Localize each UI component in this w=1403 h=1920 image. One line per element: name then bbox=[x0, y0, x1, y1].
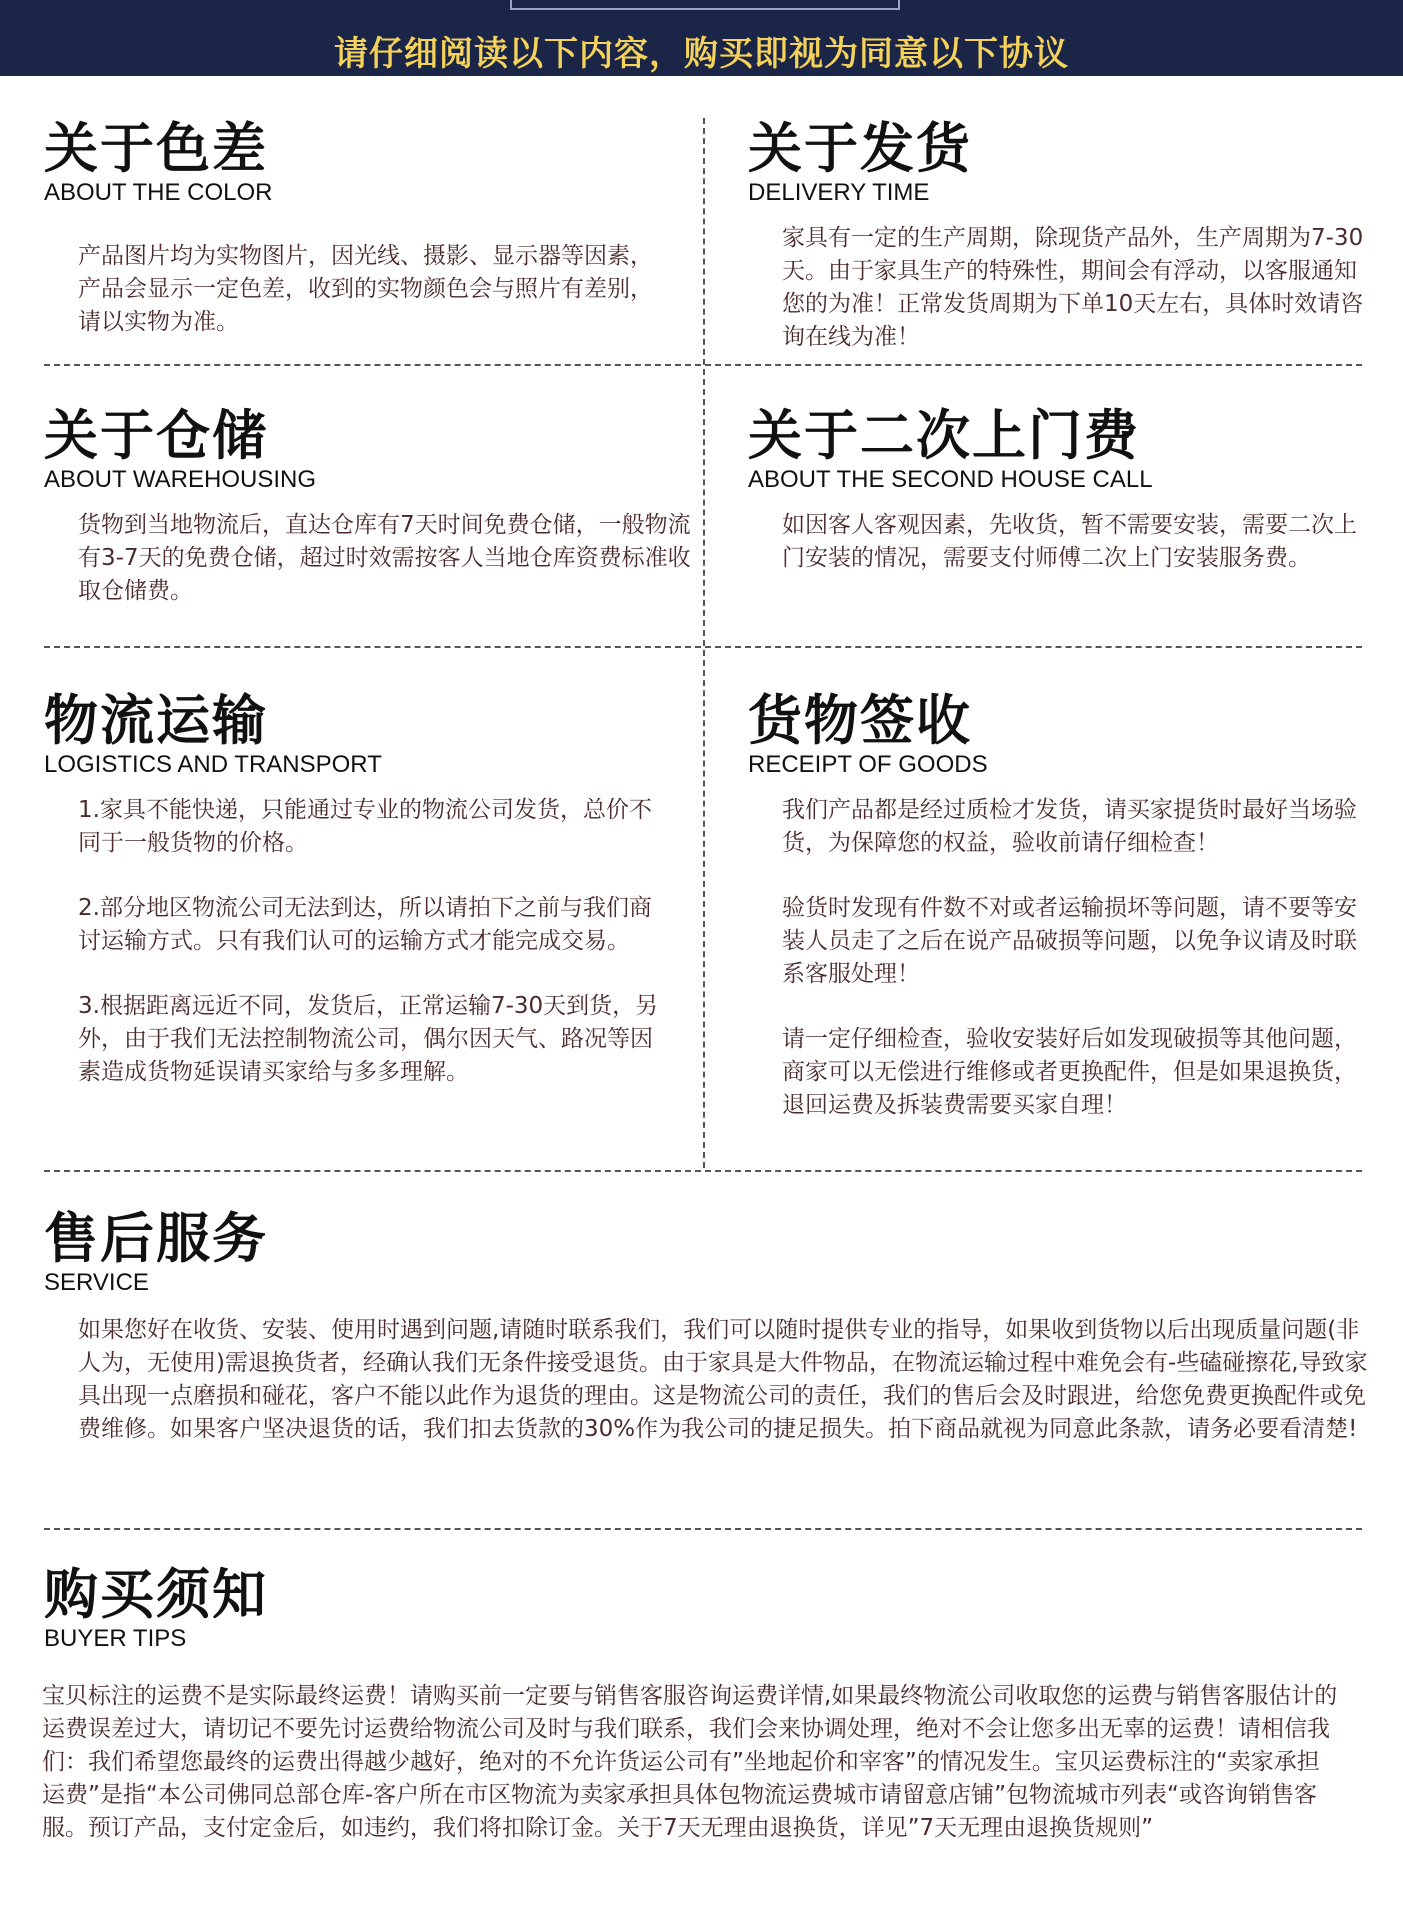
section-title-en: DELIVERY TIME bbox=[748, 179, 930, 206]
section-paragraph: 验货时发现有件数不对或者运输损坏等问题，请不要等安装人员走了之后在说产品破损等问题，以免争议请及时联系客服处理！ bbox=[782, 895, 1357, 987]
section-logistics bbox=[44, 690, 664, 1089]
section-color bbox=[44, 118, 664, 339]
section-title-en: ABOUT THE SECOND HOUSE CALL bbox=[748, 466, 1153, 493]
section-paragraph: 请一定仔细检查，验收安装好后如发现破损等其他问题，商家可以无偿进行维修或者更换配件，但是如果退换货，退回运费及拆装费需要买家自理！ bbox=[782, 1026, 1357, 1118]
section-paragraph: 如因客人客观因素，先收货，暂不需要安装，需要二次上门安装的情况，需要支付师傅二次上门安装服务费。 bbox=[782, 512, 1357, 571]
section-title-zh: 关于发货 bbox=[748, 116, 972, 180]
banner-title: 请仔细阅读以下内容，购买即视为同意以下协议 bbox=[334, 34, 1069, 74]
section-body bbox=[44, 794, 664, 1089]
section-title-zh: 关于色差 bbox=[44, 116, 268, 180]
section-body bbox=[44, 1314, 1368, 1446]
section-title-en: BUYER TIPS bbox=[44, 1625, 187, 1652]
section-title-zh: 关于二次上门费 bbox=[748, 403, 1140, 467]
section-title-zh: 物流运输 bbox=[44, 688, 268, 752]
section-paragraph: 宝贝标注的运费不是实际最终运费！请购买前一定要与销售客服咨询运费详情,如果最终物流公司收取您的运费与销售客服估计的运费误差过大，请切记不要先讨运费给物流公司及时与我们联系，我们会来协调处理，绝对不会让您多出无辜的运费！请相信我们：我们希望您最终的运费出得越少越好，绝对的不允许货运公司有”坐地起价和宰客”的情况发生。宝贝运费标注的“卖家承担运费”是指“本公司佛同总部仓库-客户所在市区物流为卖家承担具体包物流运费城市请留意店铺”包物流城市列表“或咨询销售客服。预订产品，支付定金后，如违约，我们将扣除订金。关于7天无理由退换货，详见”7天无理由退换货规则” bbox=[42, 1683, 1338, 1841]
row-divider bbox=[44, 646, 1362, 648]
row-divider bbox=[44, 1528, 1362, 1530]
section-title-zh: 货物签收 bbox=[748, 688, 972, 752]
section-title-zh: 关于仓储 bbox=[44, 403, 268, 467]
section-paragraph: 我们产品都是经过质检才发货，请买家提货时最好当场验货，为保障您的权益，验收前请仔细检查！ bbox=[782, 797, 1357, 856]
section-title-zh: 购买须知 bbox=[44, 1562, 268, 1626]
section-paragraph: 如果您好在收货、安装、使用时遇到问题,请随时联系我们，我们可以随时提供专业的指导，如果收到货物以后出现质量问题(非人为，无使用)需退换货者，经确认我们无条件接受退货。由于家具是大件物品，在物流运输过程中难免会有-些磕碰擦花,导致家具出现一点磨损和碰花，客户不能以此作为退货的理由。这是物流公司的责任，我们的售后会及时跟进，给您免费更换配件或免费维修。如果客户坚决退货的话，我们扣去货款的30%作为我公司的捷足损失。拍下商品就视为同意此条款，请务必要看清楚! bbox=[78, 1317, 1368, 1442]
section-buyer-tips bbox=[44, 1564, 1364, 1845]
section-warehousing bbox=[44, 405, 704, 608]
section-second-call bbox=[748, 405, 1368, 575]
section-paragraph: 3.根据距离远近不同，发货后，正常运输7-30天到货，另外，由于我们无法控制物流公司，偶尔因天气、路况等因素造成货物延误请买家给与多多理解。 bbox=[78, 993, 659, 1085]
section-title-en: ABOUT WAREHOUSING bbox=[44, 466, 317, 493]
section-paragraph: 1.家具不能快递，只能通过专业的物流公司发货，总价不同于一般货物的价格。 bbox=[78, 797, 652, 856]
section-delivery bbox=[748, 118, 1368, 354]
section-paragraph: 家具有一定的生产周期，除现货产品外，生产周期为7-30天。由于家具生产的特殊性，期间会有浮动，以客服通知您的为准！正常发货周期为下单10天左右，具体时效请咨询在线为准！ bbox=[782, 225, 1364, 350]
section-title-en: LOGISTICS AND TRANSPORT bbox=[44, 751, 382, 778]
section-body bbox=[748, 222, 1368, 354]
row-divider bbox=[44, 1170, 1362, 1172]
section-paragraph: 2.部分地区物流公司无法到达，所以请拍下之前与我们商讨运输方式。只有我们认可的运输方式才能完成交易。 bbox=[78, 895, 652, 954]
header-banner bbox=[0, 0, 1403, 76]
section-title-zh: 售后服务 bbox=[44, 1206, 268, 1270]
section-title-en: ABOUT THE COLOR bbox=[44, 179, 273, 206]
section-title-en: RECEIPT OF GOODS bbox=[748, 751, 988, 778]
section-paragraph: 产品图片均为实物图片，因光线、摄影、显示器等因素，产品会显示一定色差，收到的实物颜色会与照片有差别，请以实物为准。 bbox=[78, 243, 653, 335]
section-title-en: SERVICE bbox=[44, 1269, 149, 1296]
section-body bbox=[44, 240, 664, 339]
section-body bbox=[42, 1680, 1342, 1845]
row-divider bbox=[44, 364, 1362, 366]
section-body bbox=[748, 509, 1368, 575]
section-paragraph: 货物到当地物流后，直达仓库有7天时间免费仓储，一般物流有3-7天的免费仓储，超过时效需按客人当地仓库资费标准收取仓储费。 bbox=[78, 512, 691, 604]
section-body bbox=[44, 509, 704, 608]
section-receipt bbox=[748, 690, 1368, 1122]
section-body bbox=[748, 794, 1368, 1122]
column-divider bbox=[703, 118, 705, 1168]
section-service bbox=[44, 1206, 1368, 1446]
banner-notch bbox=[510, 0, 900, 10]
